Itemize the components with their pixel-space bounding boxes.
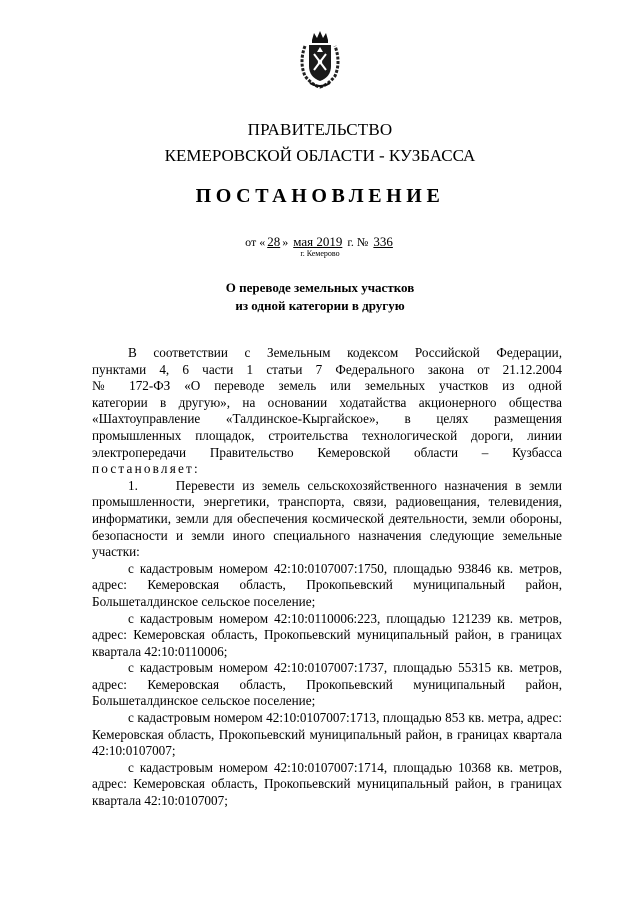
subject-line2: из одной категории в другую	[235, 298, 405, 313]
date-day: 28	[267, 234, 281, 249]
body-line: № 172-ФЗ «О переводе земель или земельных участков из одной	[92, 378, 562, 394]
parcel-item: с кадастровым номером 42:10:0107007:1750, площадью 93846 кв. метров, адрес: Кемеровская область, Прокопьевский муниципальный район, Большеталдинское сельское поселение;	[92, 560, 562, 609]
body-line: «Шахтоуправление «Талдинское-Кыргайское», в целях размещения	[92, 411, 562, 427]
number-sign: №	[356, 235, 369, 249]
document-number: 336	[373, 234, 393, 249]
city-label: г. Кемерово	[300, 249, 340, 258]
date-mid: »	[282, 235, 289, 249]
coat-of-arms-icon	[296, 30, 344, 90]
organization-name-line1: ПРАВИТЕЛЬСТВО	[247, 120, 393, 139]
document-subject	[0, 279, 640, 315]
decree-word: постановляет:	[92, 461, 200, 477]
parcel-item: с кадастровым номером 42:10:0107007:1713, площадью 853 кв. метра, адрес: Кемеровская область, Прокопьевский муниципальный район, в границах квартала 42:10:0107007;	[92, 710, 562, 759]
body-line: электропередачи Правительство Кемеровской области – Кузбасса	[92, 444, 562, 460]
date-month-year: мая 2019	[293, 234, 343, 249]
document-body	[92, 345, 562, 810]
subject-line1: О переводе земельных участков	[225, 280, 415, 295]
body-line: категории в другую», на основании ходатайства акционерного общества	[92, 394, 562, 410]
parcel-item: с кадастровым номером 42:10:0107007:1714, площадью 10368 кв. метров, адрес: Кемеровская область, Прокопьевский муниципальный район, в границах квартала 42:10:0107007;	[92, 759, 562, 809]
parcel-item: с кадастровым номером 42:10:0107007:1737, площадью 55315 кв. метров, адрес: Кемеровская область, Прокопьевский муниципальный район, Большеталдинское сельское поселение;	[92, 660, 562, 709]
date-prefix: от «	[245, 235, 266, 249]
item-1: 1. Перевести из земель сельскохозяйственного назначения в земли промышленности, энергетики, транспорта, связи, радиовещания, телевидения, информатики, земли для обеспечения космической деятельности, земли обороны, безопасности и земли иного специального назначения следующие земельные участки:	[92, 477, 562, 560]
document-type-title: ПОСТАНОВЛЕНИЕ	[195, 185, 445, 207]
body-line: В соответствии с Земельным кодексом Российской Федерации,	[128, 345, 562, 360]
date-suffix: г.	[347, 235, 354, 249]
organization-name-line2: КЕМЕРОВСКОЙ ОБЛАСТИ - КУЗБАССА	[164, 146, 476, 165]
body-line: промышленных площадок, строительства технологической дороги, линии	[92, 427, 562, 443]
date-number-line	[0, 234, 640, 250]
parcel-item: с кадастровым номером 42:10:0110006:223, площадью 121239 кв. метров, адрес: Кемеровская область, Прокопьевский муниципальный район, в границах квартала 42:10:0110006;	[92, 610, 562, 659]
body-line: пунктами 4, 6 части 1 статьи 7 Федерального закона от 21.12.2004	[92, 361, 562, 377]
